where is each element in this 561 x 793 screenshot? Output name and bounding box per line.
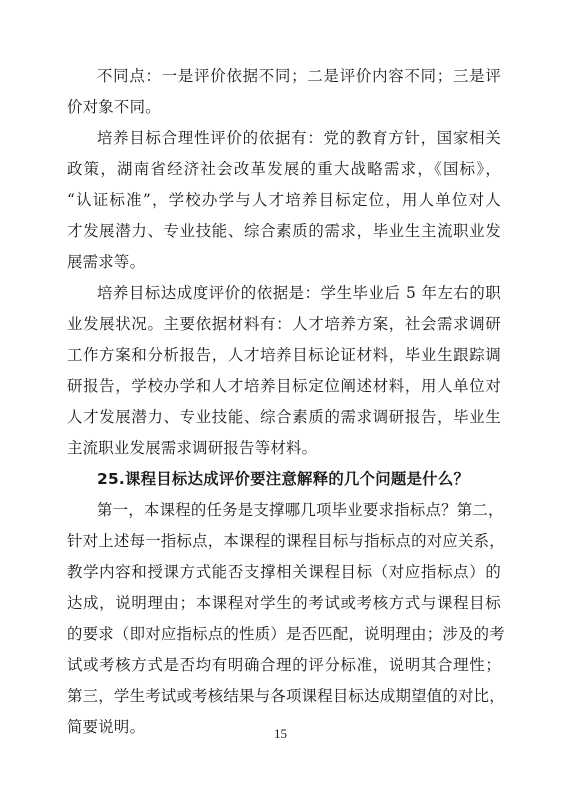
text-line: 业发展状况。主要依据材料有：人才培养方案，社会需求调研: [67, 315, 501, 333]
text-line: 的要求（即对应指标点的性质）是否匹配，说明理由；涉及的考: [67, 625, 505, 643]
text-line: “认证标准”，学校办学与人才培养目标定位，用人单位对人: [67, 191, 501, 209]
text-line: 达成，说明理由；本课程对学生的考试或考核方式与课程目标: [67, 594, 501, 612]
text-line: 价对象不同。: [67, 98, 161, 116]
text-line: 教学内容和授课方式能否支撑相关课程目标（对应指标点）的: [67, 563, 501, 581]
text-line: 主流职业发展需求调研报告等材料。: [67, 439, 318, 457]
text-line: 研报告，学校办学和人才培养目标定位阐述材料，用人单位对: [67, 377, 501, 395]
text-line: 才发展潜力、专业技能、综合素质的需求，毕业生主流职业发: [67, 222, 501, 240]
section-heading: 25.课程目标达成评价要注意解释的几个问题是什么？: [97, 470, 470, 488]
page-number: 15: [274, 726, 287, 741]
text-line: 培养目标达成度评价的依据是：学生毕业后 5 年左右的职: [97, 284, 501, 302]
text-line: 试或考核方式是否均有明确合理的评分标准，说明其合理性；: [67, 656, 501, 674]
text-line: 政策，湖南省经济社会改革发展的重大战略需求，《国标》，: [67, 160, 501, 178]
text-line: 展需求等。: [67, 253, 146, 271]
text-line: 简要说明。: [67, 718, 146, 736]
text-line: 人才发展潜力、专业技能、综合素质的需求调研报告，毕业生: [67, 408, 501, 426]
text-line: 不同点：一是评价依据不同；二是评价内容不同；三是评: [97, 67, 501, 85]
text-line: 第三，学生考试或考核结果与各项课程目标达成期望值的对比，: [67, 687, 505, 705]
text-line: 针对上述每一指标点，本课程的课程目标与指标点的对应关系，: [67, 532, 505, 550]
text-line: 工作方案和分析报告，人才培养目标论证材料，毕业生跟踪调: [67, 346, 501, 364]
text-line: 第一，本课程的任务是支撑哪几项毕业要求指标点？第二，: [97, 501, 504, 519]
text-line: 培养目标合理性评价的依据有：党的教育方针，国家相关: [97, 129, 501, 147]
